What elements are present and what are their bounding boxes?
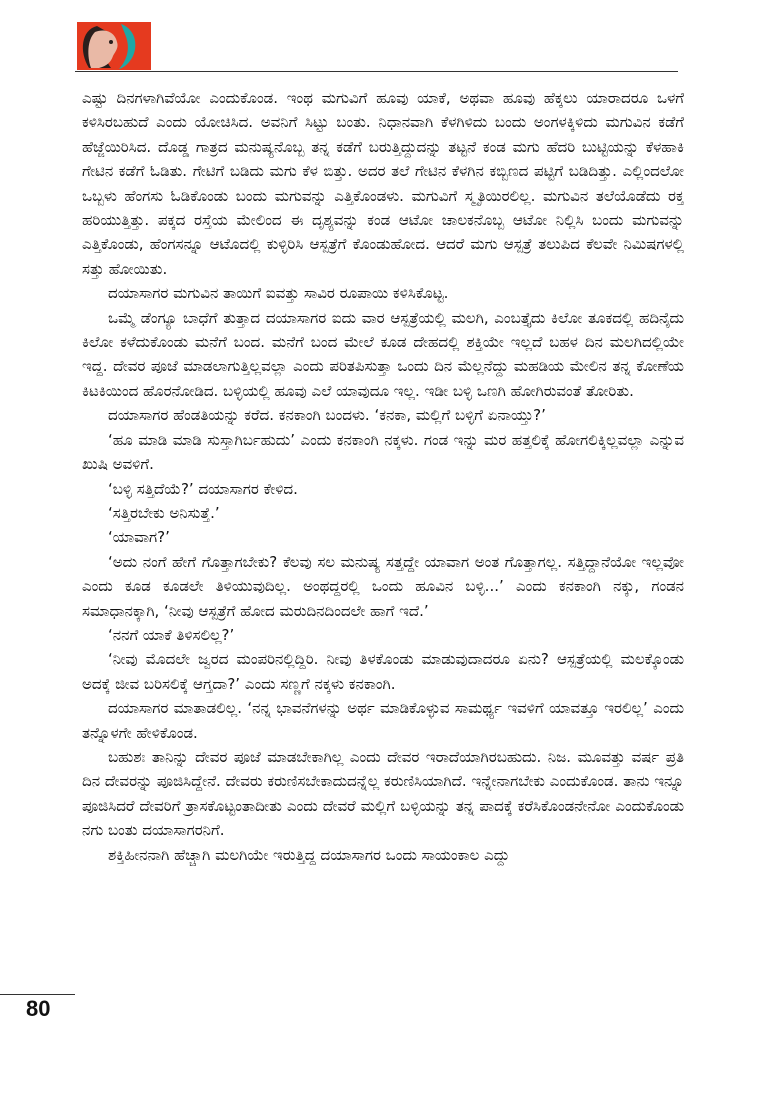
page-number: 80 — [26, 996, 51, 1021]
paragraph: ಎಷ್ಟು ದಿನಗಳಾಗಿವೆಯೋ ಎಂದುಕೊಂಡ. ಇಂಥ ಮಗುವಿಗೆ ಹೂವು ಯಾಕೆ, ಅಥವಾ ಹೂವು ಹೆಕ್ಕಲು ಯಾರಾದರೂ ಒಳಗೆ ಕಳಿಸಿರಬಹುದೆ ಎಂದು ಯೋಚಿಸಿದ. ಅವನಿಗೆ ಸಿಟ್ಟು ಬಂತು. ನಿಧಾನವಾಗಿ ಕೆಳಗಿಳಿದು ಬಂದು ಅಂಗಳಕ್ಕಿಳಿದು ಮಗುವಿನ ಕಡೆಗೆ ಹೆಜ್ಜೆಯಿರಿಸಿದ. ದೊಡ್ಡ ಗಾತ್ರದ ಮನುಷ್ಯನೊಬ್ಬ ತನ್ನ ಕಡೆಗೆ ಬರುತ್ತಿದ್ದುದನ್ನು ತಟ್ಟನೆ ಕಂಡ ಮಗು ಹೆದರಿ ಬುಟ್ಟಿಯನ್ನು ಕೆಳಹಾಕಿ ಗೇಟಿನ ಕಡೆಗೆ ಓಡಿತು. ಗೇಟಿಗೆ ಬಡಿದು ಮಗು ಕೆಳ ಬಿತ್ತು. ಅದರ ತಲೆ ಗೇಟಿನ ಕೆಳಗಿನ ಕಬ್ಬಿಣದ ಪಟ್ಟಿಗೆ ಬಡಿದಿತ್ತು. ಎಲ್ಲಿಂದಲೋ ಒಬ್ಬಳು ಹೆಂಗಸು ಓಡಿಕೊಂಡು ಬಂದು ಮಗುವನ್ನು ಎತ್ತಿಕೊಂಡಳು. ಮಗುವಿಗೆ ಸ್ಮೃತಿಯಿರಲಿಲ್ಲ. ಮಗುವಿನ ತಲೆಯೊಡೆದು ರಕ್ತ ಹರಿಯುತ್ತಿತ್ತು. ಪಕ್ಕದ ರಸ್ತೆಯ ಮೇಲಿಂದ ಈ ದೃಶ್ಯವನ್ನು ಕಂಡ ಆಟೋ ಚಾಲಕನೊಬ್ಬ ಆಟೋ ನಿಲ್ಲಿಸಿ ಬಂದು ಮಗುವನ್ನು ಎತ್ತಿಕೊಂಡು, ಹೆಂಗಸನ್ನೂ ಆಟೊದಲ್ಲಿ ಕುಳ್ಳಿರಿಸಿ ಆಸ್ಪತ್ರೆಗೆ ಕೊಂಡುಹೋದ. ಆದರೆ ಮಗು ಆಸ್ಪತ್ರೆ ತಲುಪಿದ ಕೆಲವೇ ನಿಮಿಷಗಳಲ್ಲಿ ಸತ್ತು ಹೋಯಿತು. — [82, 89, 684, 278]
paragraph: ‘ಅದು ನಂಗೆ ಹೇಗೆ ಗೊತ್ತಾಗಬೇಕು? ಕೆಲವು ಸಲ ಮನುಷ್ಯ ಸತ್ತದ್ದೇ ಯಾವಾಗ ಅಂತ ಗೊತ್ತಾಗಲ್ಲ. ಸತ್ತಿದ್ದಾನೆಯೋ ಇಲ್ಲವೋ ಎಂದು ಕೂಡ ಕೂಡಲೇ ತಿಳಿಯುವುದಿಲ್ಲ. ಅಂಥದ್ದರಲ್ಲಿ ಒಂದು ಹೂವಿನ ಬಳ್ಳಿ...’ ಎಂದು ಕನಕಾಂಗಿ ನಕ್ಕು, ಗಂಡನ ಸಮಾಧಾನಕ್ಕಾಗಿ, ‘ನೀವು ಆಸ್ಪತ್ರೆಗೆ ಹೋದ ಮರುದಿನದಿಂದಲೇ ಹಾಗೆ ಇದೆ.’ — [82, 552, 684, 620]
logo-woman-profile-icon — [77, 22, 151, 70]
paragraph: ‘ಬಳ್ಳಿ ಸತ್ತಿದೆಯೆ?’ ದಯಾಸಾಗರ ಕೇಳಿದ. — [108, 479, 298, 498]
footer-rule — [0, 994, 75, 995]
paragraph: ಒಮ್ಮೆ ಡೆಂಗ್ಯೂ ಬಾಧೆಗೆ ತುತ್ತಾದ ದಯಾಸಾಗರ ಐದು ವಾರ ಆಸ್ಪತ್ರೆಯಲ್ಲಿ ಮಲಗಿ, ಎಂಬತ್ತೈದು ಕಿಲೋ ತೂಕದಲ್ಲಿ ಹದಿನೈದು ಕಿಲೋ ಕಳೆದುಕೊಂಡು ಮನೆಗೆ ಬಂದ. ಮನೆಗೆ ಬಂದ ಮೇಲೆ ಕೂಡ ದೇಹದಲ್ಲಿ ಶಕ್ತಿಯೇ ಇಲ್ಲದೆ ಬಹಳ ದಿನ ಮಲಗಿದಲ್ಲಿಯೇ ಇದ್ದ. ದೇವರ ಪೂಜೆ ಮಾಡಲಾಗುತ್ತಿಲ್ಲವಲ್ಲಾ ಎಂದು ಪರಿತಪಿಸುತ್ತಾ ಒಂದು ದಿನ ಮೆಲ್ಲನೆದ್ದು ಮಹಡಿಯ ಮೇಲಿನ ತನ್ನ ಕೋಣೆಯ ಕಿಟಕಿಯಿಂದ ಹೊರನೋಡಿದ. ಬಳ್ಳಿಯಲ್ಲಿ ಹೂವು ಎಲೆ ಯಾವುದೂ ಇಲ್ಲ. ಇಡೀ ಬಳ್ಳಿ ಒಣಗಿ ಹೋಗಿರುವಂತೆ ತೋರಿತು. — [82, 308, 684, 400]
story-body — [82, 86, 684, 867]
magazine-logo-icon — [77, 22, 151, 70]
paragraph: ‘ಹೂ ಮಾಡಿ ಮಾಡಿ ಸುಸ್ತಾಗಿರ್ಬಹುದು’ ಎಂದು ಕನಕಾಂಗಿ ನಕ್ಕಳು. ಗಂಡ ಇನ್ನು ಮರ ಹತ್ತಲಿಕ್ಕೆ ಹೋಗಲಿಕ್ಕಿಲ್ಲವಲ್ಲಾ ಎನ್ನುವ ಖುಷಿ ಅವಳಿಗೆ. — [82, 430, 684, 474]
paragraph: ‘ನನಗೆ ಯಾಕೆ ತಿಳಿಸಲಿಲ್ಲ?’ — [108, 625, 235, 644]
paragraph: ‘ಸತ್ತಿರಬೇಕು ಅನಿಸುತ್ತೆ.’ — [108, 503, 220, 522]
paragraph: ದಯಾಸಾಗರ ಹೆಂಡತಿಯನ್ನು ಕರೆದ. ಕನಕಾಂಗಿ ಬಂದಳು. ‘ಕನಕಾ, ಮಲ್ಲಿಗೆ ಬಳ್ಳಿಗೆ ಏನಾಯ್ತು?’ — [108, 406, 546, 425]
paragraph: ಬಹುಶಃ ತಾನಿನ್ನು ದೇವರ ಪೂಜೆ ಮಾಡಬೇಕಾಗಿಲ್ಲ ಎಂದು ದೇವರ ಇರಾದೆಯಾಗಿರಬಹುದು. ನಿಜ. ಮೂವತ್ತು ವರ್ಷ ಪ್ರತಿ ದಿನ ದೇವರನ್ನು ಪೂಜಿಸಿದ್ದೇನೆ. ದೇವರು ಕರುಣಿಸಬೇಕಾದುದನ್ನೆಲ್ಲ ಕರುಣಿಸಿಯಾಗಿದೆ. ಇನ್ನೇನಾಗಬೇಕು ಎಂದುಕೊಂಡ. ತಾನು ಇನ್ನೂ ಪೂಜಿಸಿದರೆ ದೇವರಿಗೆ ತ್ರಾಸಕೊಟ್ಟಂತಾದೀತು ಎಂದು ದೇವರೆ ಮಲ್ಲಿಗೆ ಬಳ್ಳಿಯನ್ನು ತನ್ನ ಪಾದಕ್ಕೆ ಕರೆಸಿಕೊಂಡನೇನೋ ಎಂದುಕೊಂಡು ನಗು ಬಂತು ದಯಾಸಾಗರನಿಗೆ. — [82, 747, 684, 840]
paragraph: ದಯಾಸಾಗರ ಮಗುವಿನ ತಾಯಿಗೆ ಐವತ್ತು ಸಾವಿರ ರೂಪಾಯಿ ಕಳಿಸಿಕೊಟ್ಟ. — [108, 284, 449, 303]
header-rule — [75, 71, 678, 72]
paragraph: ದಯಾಸಾಗರ ಮಾತಾಡಲಿಲ್ಲ. ‘ನನ್ನ ಭಾವನೆಗಳನ್ನು ಅರ್ಥ ಮಾಡಿಕೊಳ್ಳುವ ಸಾಮರ್ಥ್ಯ ಇವಳಿಗೆ ಯಾವತ್ತೂ ಇರಲಿಲ್ಲ’ ಎಂದು ತನ್ನೊಳಗೇ ಹೇಳಿಕೊಂಡ. — [82, 699, 684, 742]
paragraph: ‘ಯಾವಾಗ?’ — [108, 528, 170, 547]
paragraph: ‘ನೀವು ಮೊದಲೇ ಜ್ವರದ ಮಂಪರಿನಲ್ಲಿದ್ದಿರಿ. ನೀವು ತಿಳಕೊಂಡು ಮಾಡುವುದಾದರೂ ಏನು? ಆಸ್ಪತ್ರೆಯಲ್ಲಿ ಮಲಕ್ಕೊಂಡು ಅದಕ್ಕೆ ಜೀವ ಬರಿಸಲಿಕ್ಕೆ ಆಗ್ತದಾ?’ ಎಂದು ಸಣ್ಣಗೆ ನಕ್ಕಳು ಕನಕಾಂಗಿ. — [82, 650, 684, 693]
paragraph: ಶಕ್ತಿಹೀನನಾಗಿ ಹೆಚ್ಚಾಗಿ ಮಲಗಿಯೇ ಇರುತ್ತಿದ್ದ ದಯಾಸಾಗರ ಒಂದು ಸಾಯಂಕಾಲ ಎದ್ದು — [108, 845, 510, 864]
